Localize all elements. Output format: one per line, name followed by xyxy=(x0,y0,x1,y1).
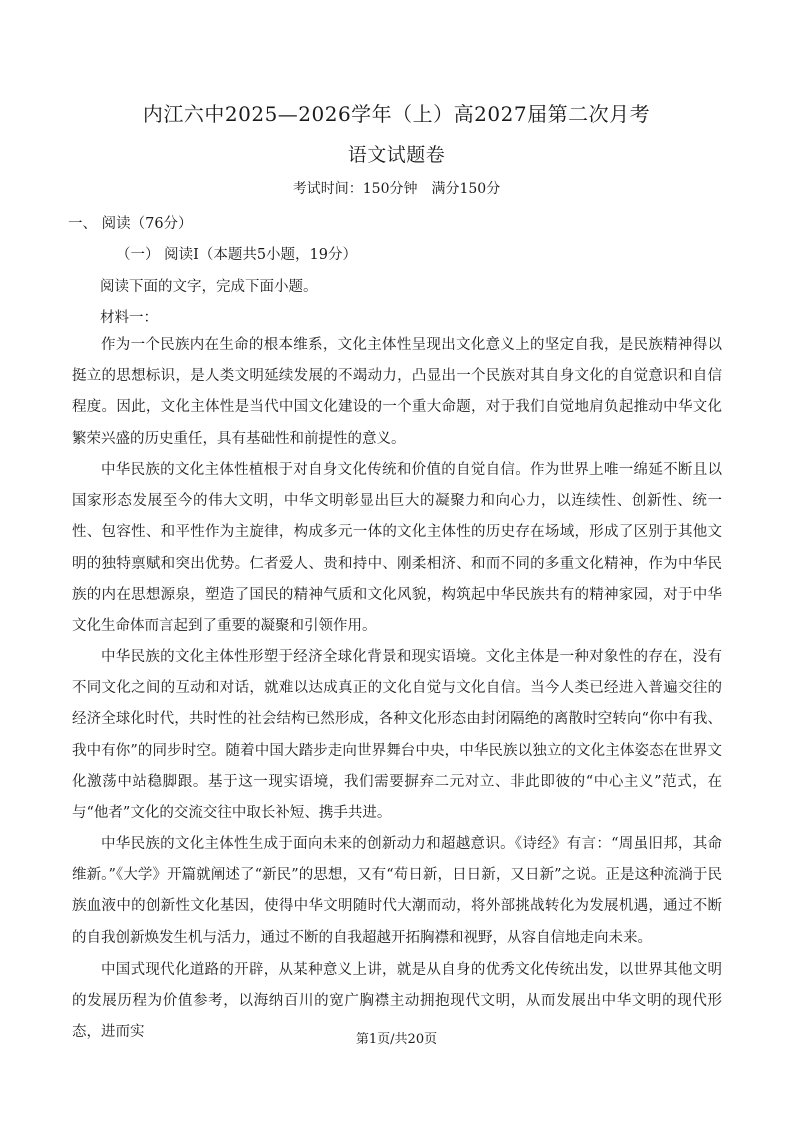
exam-subtitle: 语文试题卷 xyxy=(347,144,446,166)
material-label: 材料一： xyxy=(100,310,158,326)
paragraph-4: 中华民族的文化主体性生成于面向未来的创新动力和超越意识。《诗经》有言：“周虽旧邦，其命维新。”《大学》开篇就阐述了“新民”的思想，又有“苟日新，日日新，又日新”之说。正是这种流淌于民族血液中的创新性文化基因，使得中华文明随时代大潮而动，将外部挑战转化为发展机遇，通过不断的自我创新焕发生机与活力，通过不断的自我超越开拓胸襟和视野，从容自信地走向未来。 xyxy=(72,836,722,946)
paragraph-1: 作为一个民族内在生命的根本维系，文化主体性呈现出文化意义上的坚定自我，是民族精神得以挺立的思想标识，是人类文明延续发展的不竭动力，凸显出一个民族对其自身文化的自觉意识和自信程度。因此，文化主体性是当代中国文化建设的一个重大命题，对于我们自觉地肩负起推动中华文化繁荣兴盛的历史重任，具有基础性和前提性的意义。 xyxy=(72,337,722,447)
page-number: 第1页/共20页 xyxy=(355,1032,438,1047)
section-subheading: （一） 阅读Ⅰ（本题共5小题，19分） xyxy=(116,247,358,263)
reading-instruction: 阅读下面的文字，完成下面小题。 xyxy=(100,279,318,295)
paragraph-3: 中华民族的文化主体性形塑于经济全球化背景和现实语境。文化主体是一种对象性的存在，没有不同文化之间的互动和对话，就难以达成真正的文化自觉与文化自信。当今人类已经进入普遍交往的经济全球化时代，共时性的社会结构已然形成，各种文化形态由封闭隔绝的离散时空转向“你中有我、我中有你”的同步时空。随着中国大踏步走向世界舞台中央，中华民族以独立的文化主体姿态在世界文化激荡中站稳脚跟。基于这一现实语境，我们需要摒弃二元对立、非此即彼的“中心主义”范式，在与“他者”文化的交流交往中取长补短、携手共进。 xyxy=(72,649,722,822)
exam-title: 内江六中2025—2026学年（上）高2027届第二次月考 xyxy=(142,102,651,126)
paragraph-2: 中华民族的文化主体性植根于对自身文化传统和价值的自觉自信。作为世界上唯一绵延不断且以国家形态发展至今的伟大文明，中华文明彰显出巨大的凝聚力和向心力，以连续性、创新性、统一性、包容性、和平性作为主旋律，构成多元一体的文化主体性的历史存在场域，形成了区别于其他文明的独特禀赋和突出优势。仁者爱人、贵和持中、刚柔相济、和而不同的多重文化精神，作为中华民族的内在思想源泉，塑造了国民的精神气质和文化风貌，构筑起中华民族共有的精神家园，对于中华文化生命体而言起到了重要的凝聚和引领作用。 xyxy=(72,462,722,635)
exam-info: 考试时间：150分钟 满分150分 xyxy=(292,181,501,197)
paragraph-5: 中国式现代化道路的开辟，从某种意义上讲，就是从自身的优秀文化传统出发，以世界其他文明的发展历程为价值参考，以海纳百川的宽广胸襟主动拥抱现代文明，从而发展出中华文明的现代形态，进而实 xyxy=(72,962,722,1041)
section-heading: 一、 阅读（76分） xyxy=(68,216,193,232)
